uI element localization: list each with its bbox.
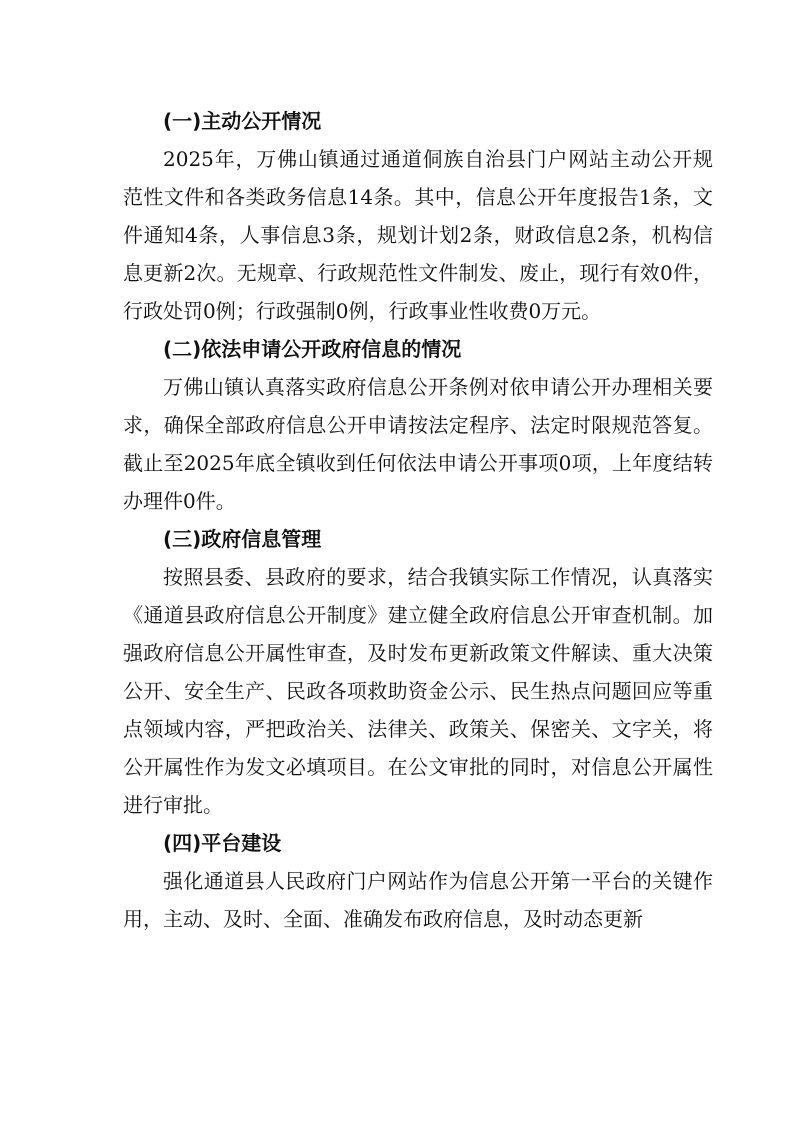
section-paragraph-application-disclosure: 万佛山镇认真落实政府信息公开条例对依申请公开办理相关要求，确保全部政府信息公开申请按法定程序、法定时限规范答复。截止至2025年底全镇收到任何依法申请公开事项0项，上年度结转办理件0件。 (123, 375, 713, 513)
section-heading-active-disclosure: (一)主动公开情况 (163, 109, 322, 133)
section-paragraph-platform-construction: 强化通道县人民政府门户网站作为信息公开第一平台的关键作用，主动、及时、全面、准确发布政府信息，及时动态更新 (123, 869, 713, 931)
section-paragraph-information-management: 按照县委、县政府的要求，结合我镇实际工作情况，认真落实《通道县政府信息公开制度》建立健全政府信息公开审查机制。加强政府信息公开属性审查，及时发布更新政策文件解读、重大决策公开、安全生产、民政各项救助资金公示、民生热点问题回应等重点领域内容，严把政治关、法律关、政策关、保密关、文字关，将公开属性作为发文必填项目。在公文审批的同时，对信息公开属性进行审批。 (123, 565, 713, 817)
section-heading-information-management: (三)政府信息管理 (163, 527, 322, 551)
section-heading-platform-construction: (四)平台建设 (163, 831, 282, 855)
section-paragraph-active-disclosure: 2025年，万佛山镇通过通道侗族自治县门户网站主动公开规范性文件和各类政务信息14条。其中，信息公开年度报告1条，文件通知4条，人事信息3条，规划计划2条，财政信息2条，机构信息更新2次。无规章、行政规范性文件制发、废止，现行有效0件，行政处罚0例；行政强制0例，行政事业性收费0万元。 (123, 147, 713, 323)
document-body (123, 102, 713, 938)
section-heading-application-disclosure: (二)依法申请公开政府信息的情况 (163, 337, 462, 361)
